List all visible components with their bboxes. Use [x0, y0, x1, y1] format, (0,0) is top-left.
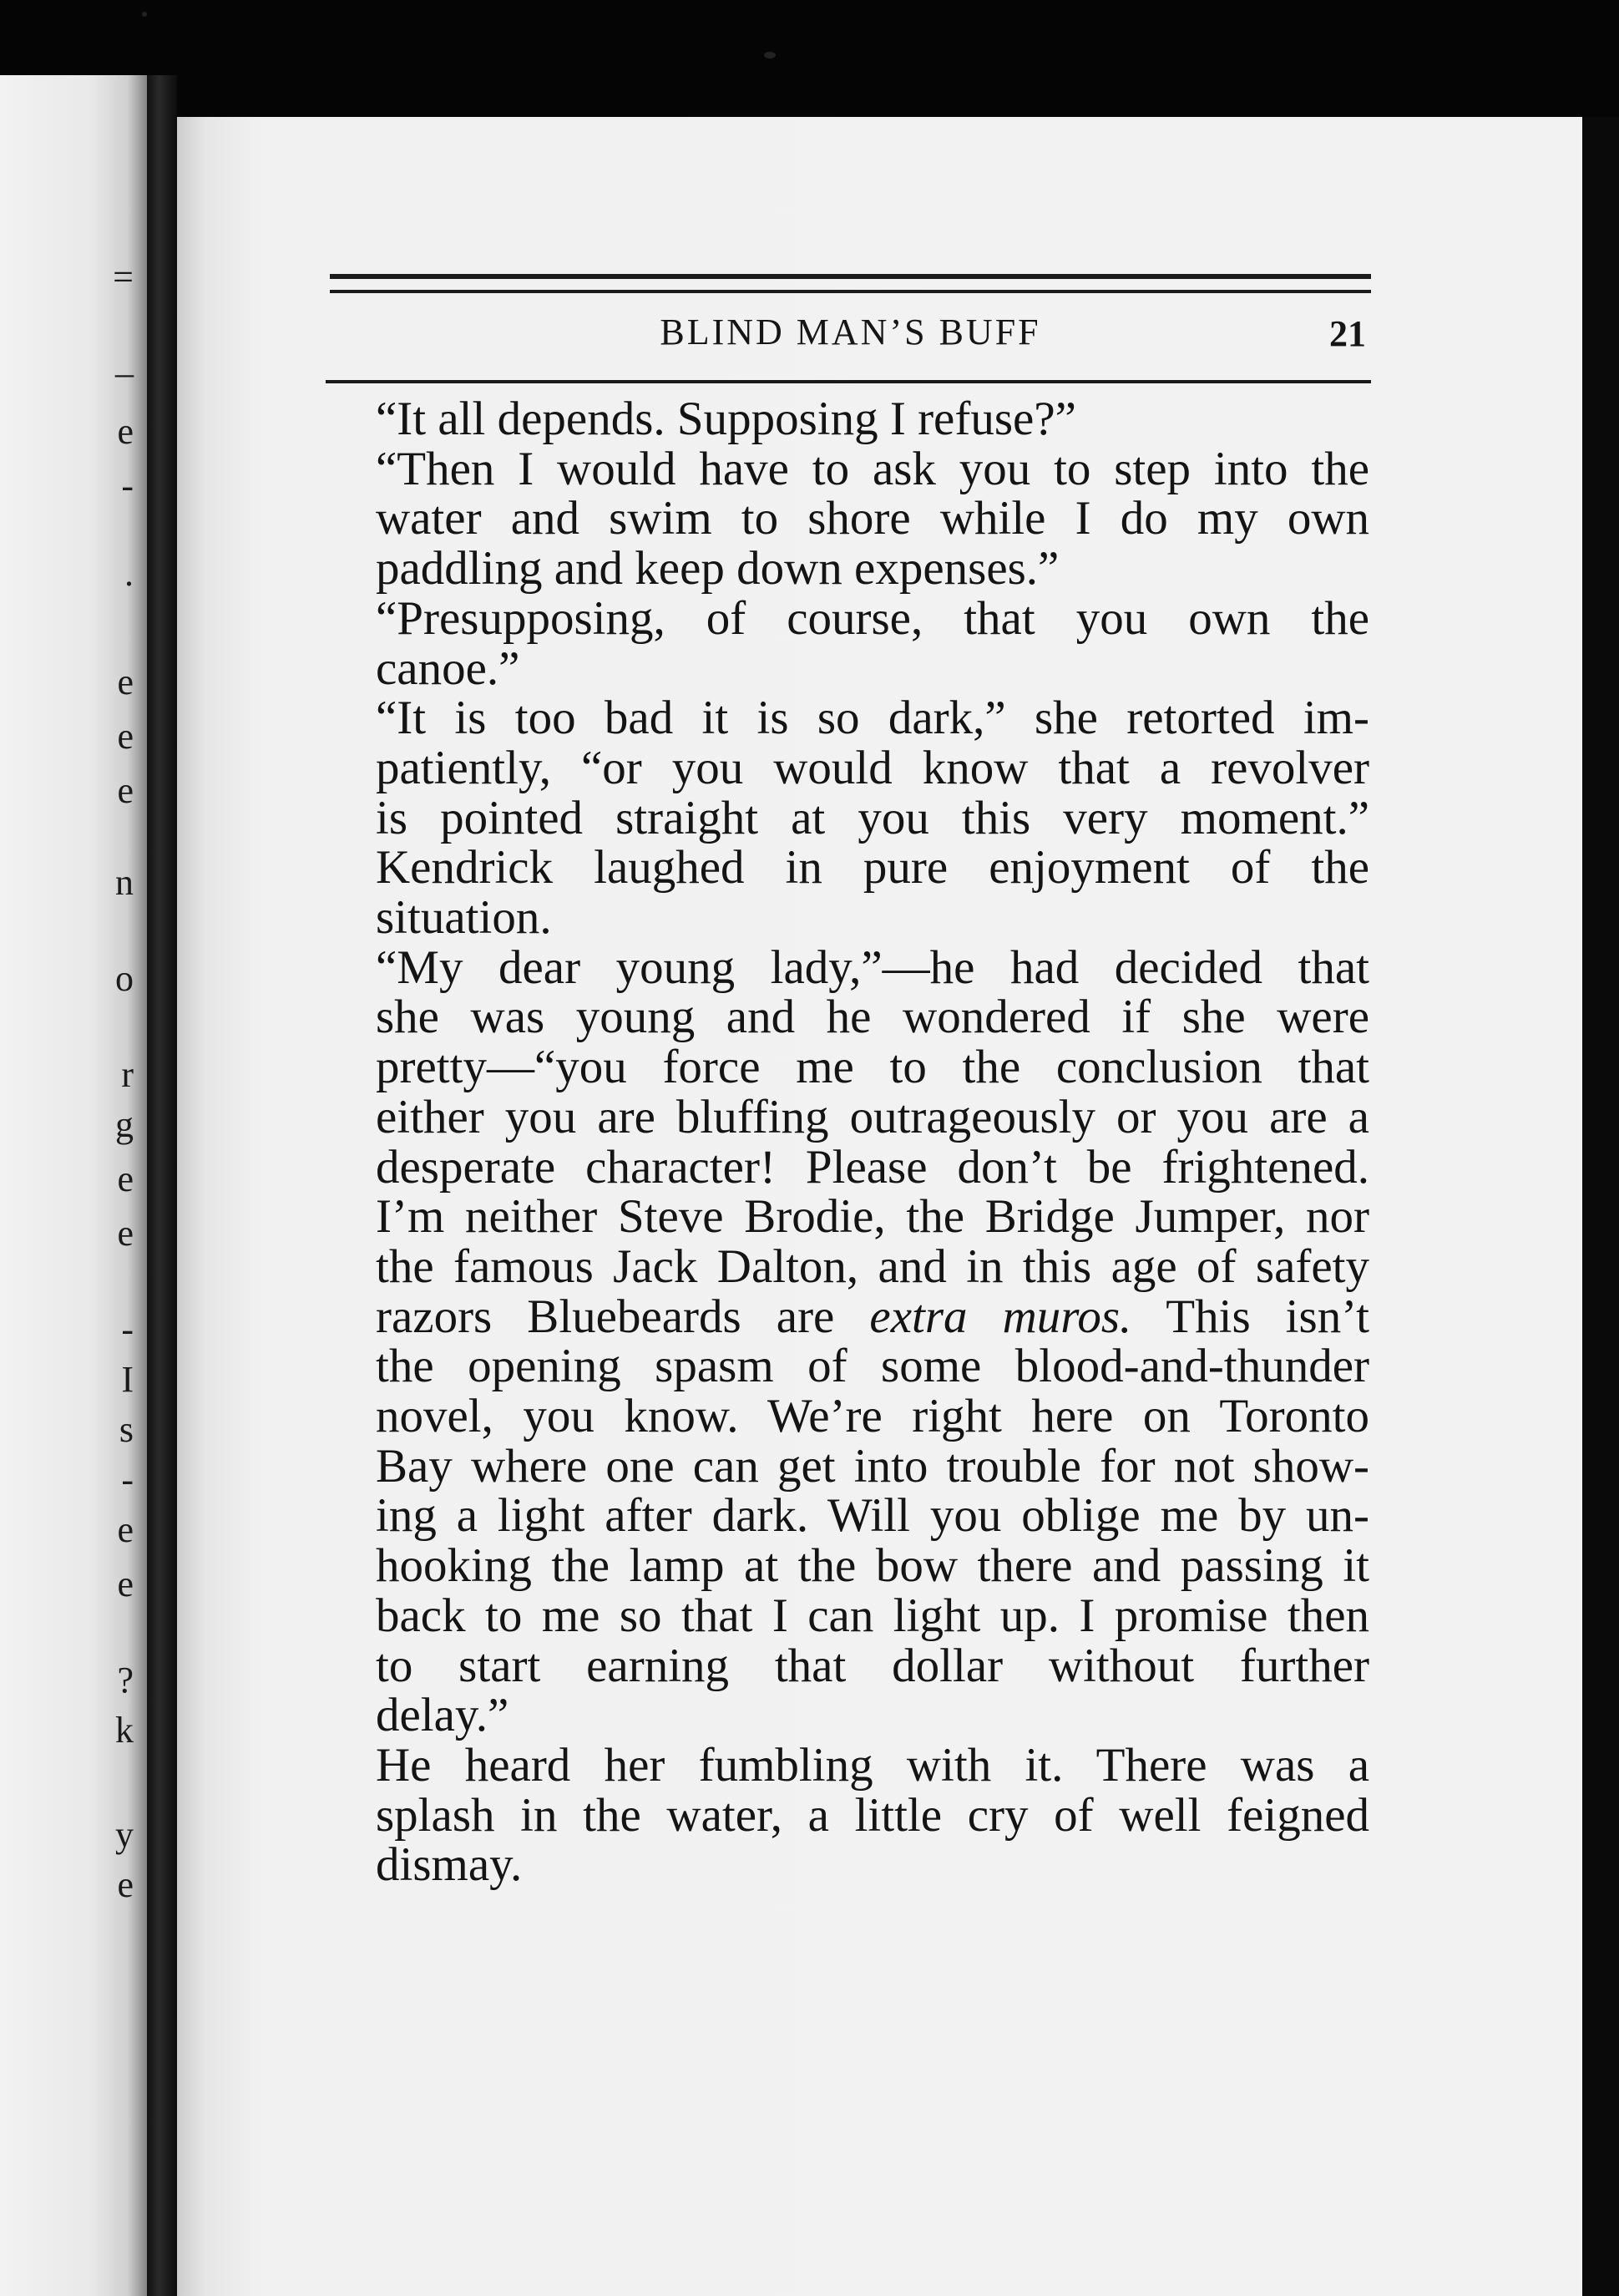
facing-page-char: e	[117, 661, 134, 702]
book-gutter	[147, 75, 177, 2296]
text-line: desperate character! Please don’t be frightened.	[376, 1140, 1369, 1194]
facing-page-char: -	[121, 1309, 134, 1350]
text-line: dismay.	[376, 1838, 523, 1892]
facing-page-char: e	[117, 716, 134, 757]
text-line: pretty—“you force me to the conclusion that	[376, 1041, 1369, 1094]
paragraph-3	[321, 591, 1369, 695]
text-line: she was young and he wondered if she were	[376, 991, 1369, 1044]
text-line: “My dear young lady,”—he had decided that	[376, 940, 1369, 994]
facing-page-char: g	[115, 1104, 134, 1145]
text-line: I’m neither Steve Brodie, the Bridge Jumper, nor	[376, 1190, 1369, 1244]
text-line: ing a light after dark. Will you oblige me by un-	[376, 1489, 1369, 1543]
facing-page-char: o	[115, 958, 134, 999]
dust-speck	[142, 12, 147, 17]
text-line: patiently, “or you would know that a revolver	[376, 741, 1369, 794]
text-line: He heard her fumbling with it. There was a	[376, 1738, 1369, 1792]
facing-page-char: ?	[117, 1660, 134, 1700]
running-title: BLIND MAN’S BUFF	[660, 312, 1041, 352]
paragraph-4	[321, 693, 1369, 843]
text-line: to start earning that dollar without further	[376, 1639, 1369, 1692]
header-double-rule-top	[330, 274, 1371, 279]
text-line-with-italic	[321, 1292, 1369, 1342]
text-line: situation.	[376, 891, 552, 945]
text-line: the famous Jack Dalton, and in this age of safety	[376, 1239, 1369, 1293]
page-number: 21	[1329, 313, 1366, 354]
paragraph-7	[321, 1738, 1369, 1892]
facing-page-char: =	[113, 256, 134, 297]
text-line: hooking the lamp at the bow there and passing it	[376, 1539, 1369, 1593]
text-line: delay.”	[376, 1689, 509, 1742]
facing-page-char: e	[117, 1158, 134, 1199]
text-line: splash in the water, a little cry of well feigned	[376, 1788, 1369, 1842]
paragraph-2	[321, 444, 1369, 594]
page-edge-shadow	[1582, 117, 1619, 2296]
text-line: “It is too bad it is so dark,” she retorted im-	[376, 692, 1369, 745]
facing-page-char: e	[117, 1864, 134, 1905]
facing-page-char: e	[117, 411, 134, 452]
facing-page-char: e	[117, 770, 134, 811]
text-line: either you are bluffing outrageously or you are a	[376, 1090, 1369, 1143]
facing-page-char: s	[119, 1409, 134, 1450]
text-line: “It all depends. Supposing I refuse?”	[376, 393, 1076, 445]
facing-page-char: y	[115, 1814, 134, 1855]
facing-page-char: e	[117, 1213, 134, 1254]
facing-page-char: e	[117, 1564, 134, 1604]
text-line: back to me so that I can light up. I promise then	[376, 1589, 1369, 1642]
facing-page-char: _	[115, 340, 134, 381]
text-line: Kendrick laughed in pure enjoyment of the	[376, 841, 1369, 895]
text-line: is pointed straight at you this very moment.”	[376, 791, 1369, 844]
text-line: “Then I would have to ask you to step into the	[376, 442, 1369, 495]
italic-phrase: extra muros.	[869, 1290, 1132, 1343]
facing-page-char: r	[121, 1054, 134, 1095]
text-line: canoe.”	[376, 641, 520, 695]
facing-page-char: I	[121, 1359, 134, 1400]
text-line: the opening spasm of some blood-and-thunder	[376, 1340, 1369, 1393]
text-line: paddling and keep down expenses.”	[376, 542, 1060, 596]
text-line: novel, you know. We’re right here on Toronto	[376, 1390, 1369, 1443]
facing-page-char: n	[115, 862, 134, 903]
facing-page-char: e	[117, 1509, 134, 1550]
text-line: Bay where one can get into trouble for not show-	[376, 1439, 1369, 1493]
text-line: water and swim to shore while I do my own	[376, 492, 1369, 545]
running-head	[330, 309, 1371, 359]
text-line: “Presupposing, of course, that you own the	[376, 591, 1369, 645]
left-facing-page	[0, 75, 150, 2296]
header-double-rule-bottom	[330, 290, 1371, 293]
facing-page-char: .	[124, 553, 134, 594]
paragraph-6	[321, 940, 1369, 1742]
header-underline-rule	[326, 380, 1371, 383]
text-segment: razors Bluebeards are	[376, 1290, 870, 1343]
paragraph-5	[321, 841, 1369, 945]
dust-speck	[764, 52, 776, 58]
facing-page-char: k	[115, 1710, 134, 1751]
paragraph-1	[321, 394, 1369, 444]
text-segment: This isn’t	[1131, 1290, 1369, 1343]
facing-page-char: -	[121, 1459, 134, 1500]
facing-page-char: -	[121, 465, 134, 506]
page-body-text	[321, 394, 1369, 1890]
